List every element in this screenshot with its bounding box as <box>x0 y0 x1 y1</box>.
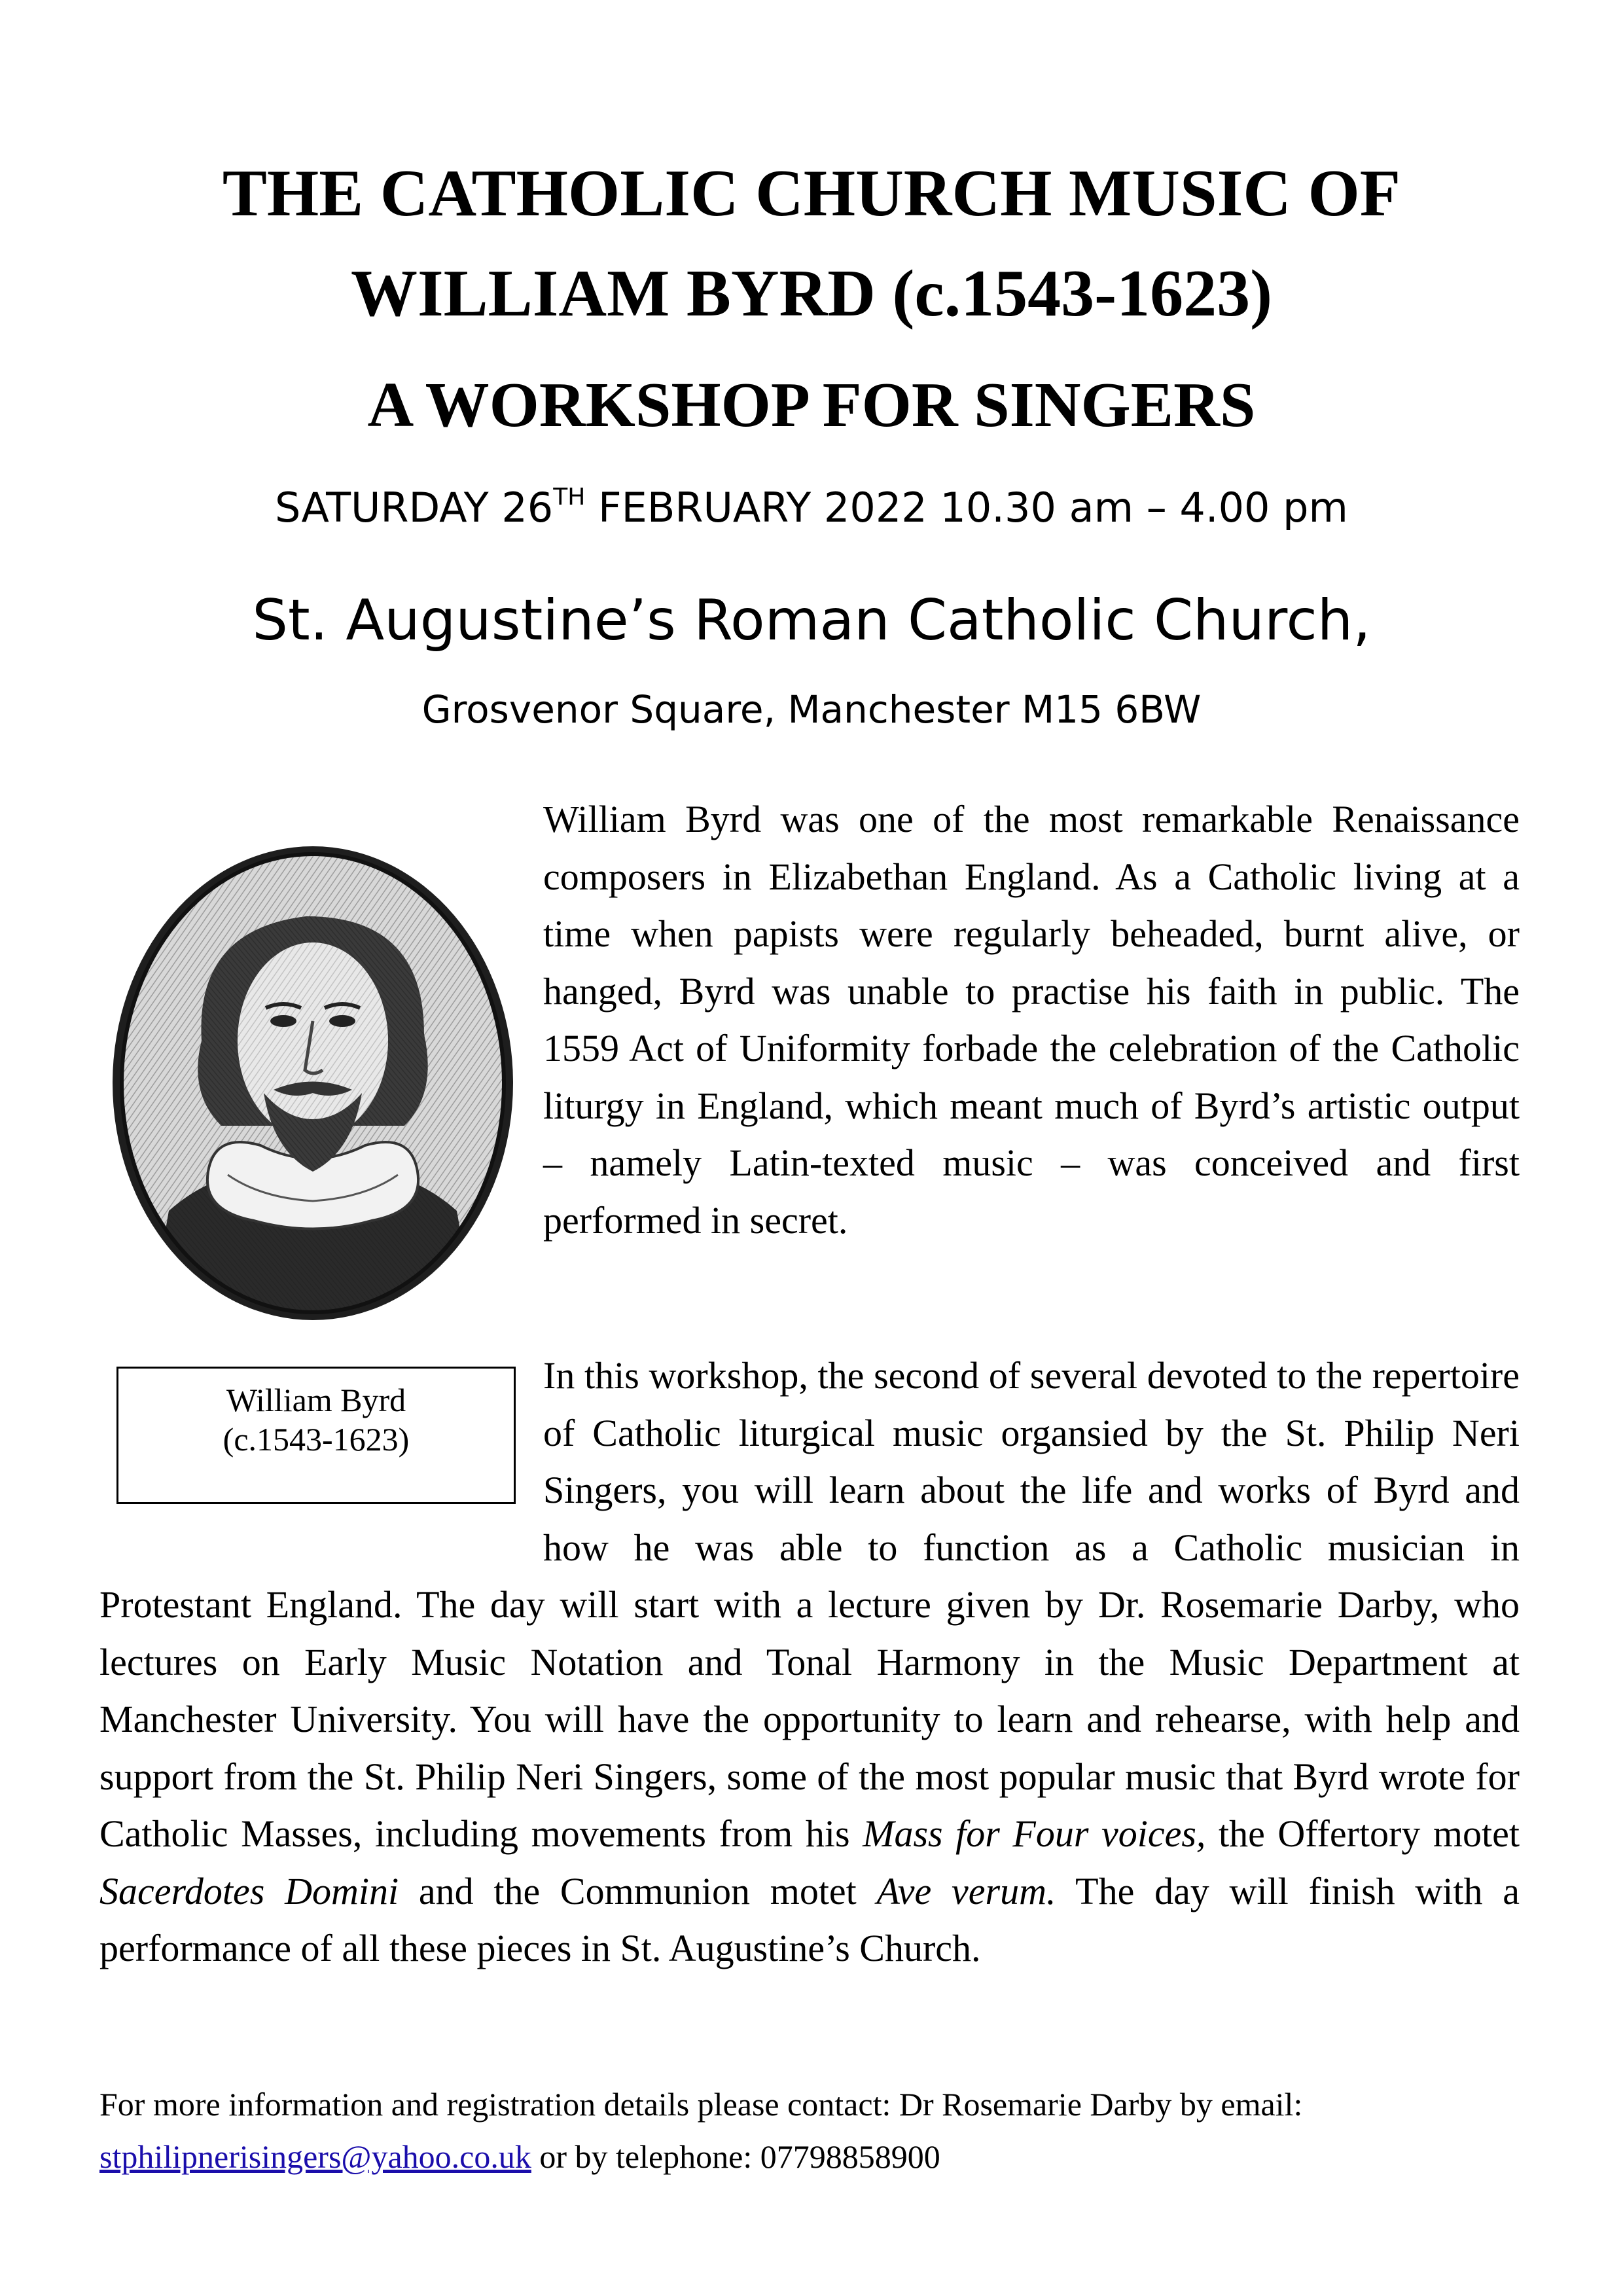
body-paragraph-2-container <box>99 1347 1520 1977</box>
contact-line-2 <box>99 2130 1539 2183</box>
venue-address: Grosvenor Square, Manchester M15 6BW <box>421 687 1202 732</box>
work-title-sacerdotes: Sacerdotes Domini <box>99 1869 399 1912</box>
work-title-mass: Mass for Four voices, <box>863 1812 1206 1855</box>
paragraph-2-part-a: In this workshop, the second of several devoted to the repertoire of Catholic liturgical music organsied by the St. Philip Neri Singers, you will learn about the life and works of Byrd and how he was able to function as a Catholic musician in Protestant England. The day will start with a lecture given by Dr. Rosemarie Darby, who lectures on Early Music Notation and Tonal Harmony in the Music Department at Manchester University. You will have the opportunity to learn and rehearse, with help and support from the St. Philip Neri Singers, some of the most popular music that Byrd wrote for Catholic Masses, including movements from his <box>99 1354 1520 1855</box>
paragraph-2-part-c: and the Communion motet <box>399 1869 877 1912</box>
venue-name: St. Augustine’s Roman Catholic Church, <box>252 588 1371 653</box>
date-ordinal-suffix: TH <box>553 484 586 511</box>
paragraph-2-part-b: the Offertory motet <box>1205 1812 1520 1855</box>
title-line-1: THE CATHOLIC CHURCH MUSIC OF <box>222 156 1401 230</box>
paragraph-2-part-d: The day will finish with a performance of all these pieces in St. Augustine’s Church. <box>99 1869 1520 1969</box>
title-line-2: WILLIAM BYRD (c.1543-1623) <box>350 257 1273 331</box>
date-rest: FEBRUARY 2022 10.30 am – 4.00 pm <box>585 484 1348 531</box>
contact-text: For more information and registration details please contact: Dr Rosemarie Darby by email: <box>99 2086 1303 2123</box>
william-byrd-portrait-image <box>110 844 516 1322</box>
caption-wrap-spacer <box>99 1347 543 1573</box>
caption-name: William Byrd <box>226 1382 406 1418</box>
work-title-ave-verum: Ave verum. <box>876 1869 1056 1912</box>
subtitle: A WORKSHOP FOR SINGERS <box>367 370 1256 440</box>
body-paragraph-1: William Byrd was one of the most remarkable Renaissance composers in Elizabethan England. As a Catholic living at a time when papists were regularly beheaded, burnt alive, or hanged, Byrd was unable to practise his faith in public. The 1559 Act of Uniformity forbade the celebration of the Catholic liturgy in England, which meant much of Byrd’s artistic output – namely Latin-texted music – was conceived and first performed in secret. <box>543 798 1520 1242</box>
contact-footer <box>99 2078 1539 2183</box>
phone-text: or by telephone: 07798858900 <box>531 2138 940 2175</box>
email-link[interactable]: stphilipnerisingers@yahoo.co.uk <box>99 2138 531 2175</box>
date-prefix: SATURDAY 26 <box>275 484 554 531</box>
caption-dates: (c.1543-1623) <box>223 1421 410 1458</box>
event-date <box>0 484 1623 531</box>
